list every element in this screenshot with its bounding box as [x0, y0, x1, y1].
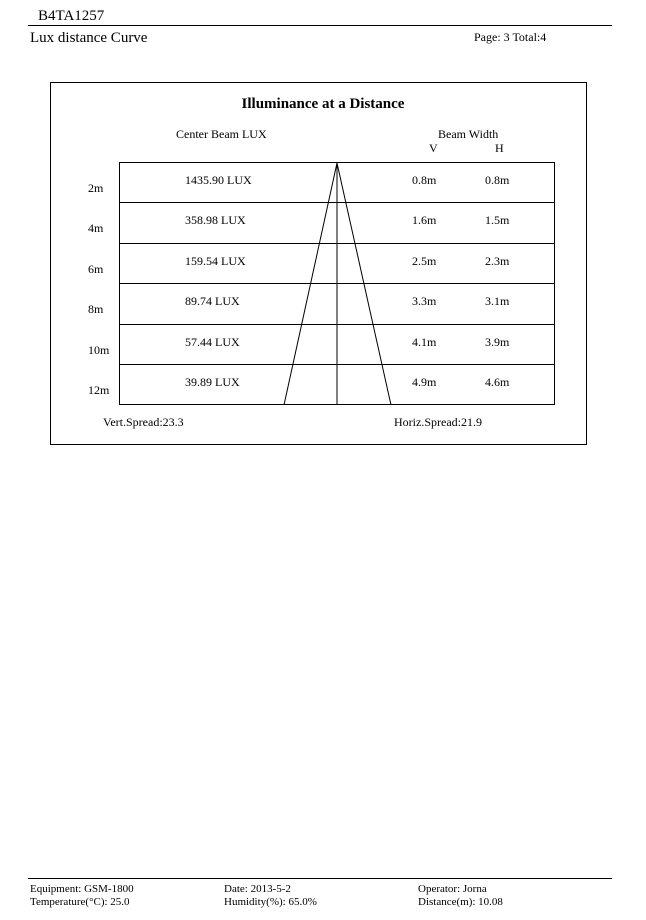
- vertical-spread: Vert.Spread:23.3: [103, 415, 184, 429]
- page-indicator: Page: 3 Total:4: [474, 30, 547, 44]
- horizontal-width-value: 3.1m: [485, 294, 510, 308]
- horizontal-width-value: 1.5m: [485, 213, 510, 227]
- chart-title: Illuminance at a Distance: [241, 96, 405, 112]
- distance-label: 4m: [88, 221, 104, 235]
- header-divider: [28, 25, 612, 26]
- lux-value: 39.89 LUX: [185, 375, 240, 389]
- horizontal-width-value: 0.8m: [485, 173, 510, 187]
- lux-value: 1435.90 LUX: [185, 173, 252, 187]
- operator-label: Operator: Jorna: [418, 883, 487, 895]
- temperature-label: Temperature(°C): 25.0: [30, 896, 130, 908]
- lux-column-header: Center Beam LUX: [176, 127, 267, 141]
- document-id: B4TA1257: [38, 8, 105, 24]
- vertical-width-value: 1.6m: [412, 213, 437, 227]
- distance-label: 2m: [88, 181, 104, 195]
- beam-width-header: Beam Width: [438, 127, 499, 141]
- row-divider: [119, 243, 555, 244]
- distance-label: 12m: [88, 383, 110, 397]
- vertical-width-value: 4.1m: [412, 335, 437, 349]
- distance-label: 10m: [88, 343, 110, 357]
- vertical-width-value: 3.3m: [412, 294, 437, 308]
- vertical-width-value: 2.5m: [412, 254, 437, 268]
- lux-value: 89.74 LUX: [185, 294, 240, 308]
- lux-value: 159.54 LUX: [185, 254, 246, 268]
- row-divider: [119, 364, 555, 365]
- horizontal-width-value: 3.9m: [485, 335, 510, 349]
- horizontal-width-value: 2.3m: [485, 254, 510, 268]
- distance-label: 6m: [88, 262, 104, 276]
- vertical-width-value: 0.8m: [412, 173, 437, 187]
- horizontal-width-value: 4.6m: [485, 375, 510, 389]
- distance-label: Distance(m): 10.08: [418, 896, 503, 908]
- vertical-header: V: [429, 141, 438, 155]
- row-divider: [119, 324, 555, 325]
- lux-value: 358.98 LUX: [185, 213, 246, 227]
- row-divider: [119, 202, 555, 203]
- horizontal-header: H: [495, 141, 504, 155]
- horizontal-spread: Horiz.Spread:21.9: [394, 415, 482, 429]
- date-label: Date: 2013-5-2: [224, 883, 291, 895]
- page-title: Lux distance Curve: [30, 30, 148, 46]
- distance-label: 8m: [88, 302, 104, 316]
- equipment-label: Equipment: GSM-1800: [30, 883, 134, 895]
- row-divider: [119, 283, 555, 284]
- lux-value: 57.44 LUX: [185, 335, 240, 349]
- footer-divider: [28, 878, 612, 879]
- humidity-label: Humidity(%): 65.0%: [224, 896, 317, 908]
- vertical-width-value: 4.9m: [412, 375, 437, 389]
